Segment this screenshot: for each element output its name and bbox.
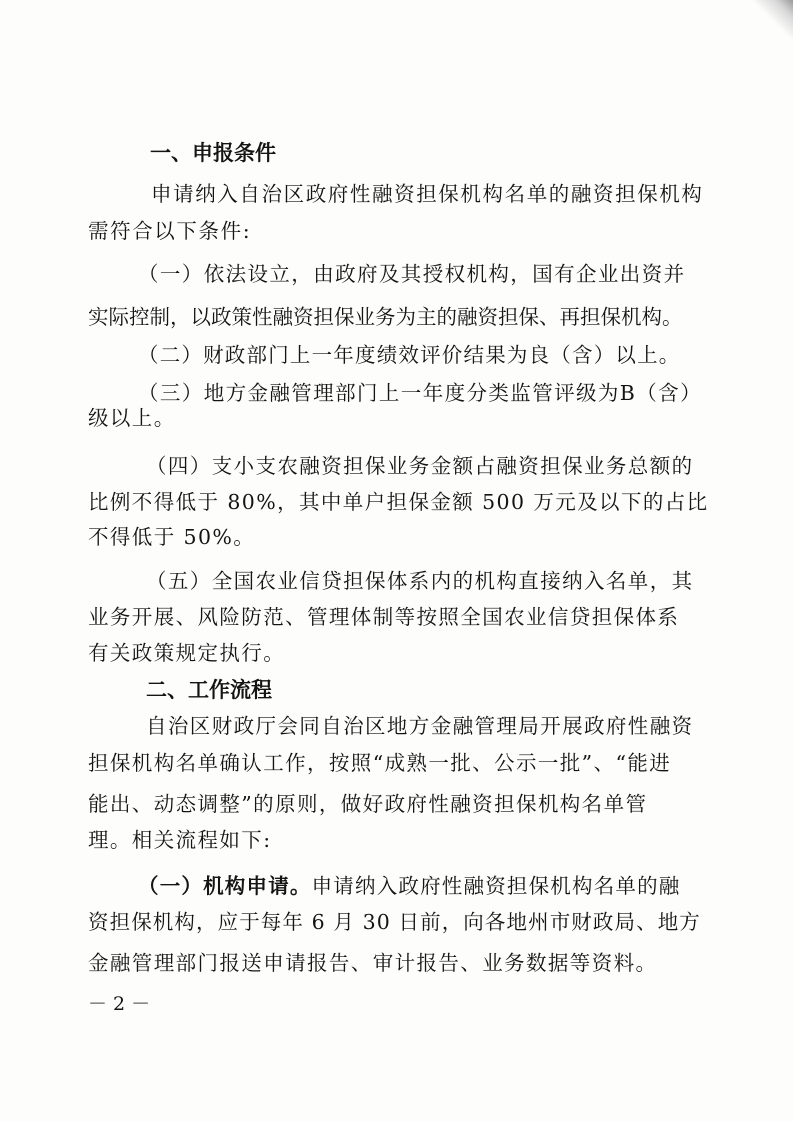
paragraph-line: （四）支小支农融资担保业务金额占融资担保业务总额的 [146, 454, 694, 478]
paragraph-line: 理。相关流程如下: [88, 828, 272, 852]
paragraph-line: 需符合以下条件: [88, 219, 252, 243]
paragraph-line: （一）依法设立，由政府及其授权机构，国有企业出资并 [138, 262, 686, 286]
page-number: － 2 － [88, 993, 151, 1015]
paragraph-line: 有关政策规定执行。 [88, 641, 286, 665]
section-heading-2: 二、工作流程 [146, 678, 272, 702]
page-corner-fold [753, 0, 793, 60]
paragraph-line: 自治区财政厅会同自治区地方金融管理局开展政府性融资 [146, 714, 694, 738]
section-heading-1: 一、申报条件 [150, 141, 276, 165]
paragraph-line: 不得低于 50%。 [88, 525, 256, 549]
paragraph-line: 金融管理部门报送申请报告、审计报告、业务数据等资料。 [88, 951, 658, 975]
paragraph-line: 申请纳入自治区政府性融资担保机构名单的融资担保机构 [151, 182, 704, 206]
paragraph-line: 资担保机构，应于每年 6 月 30 日前，向各地州市财政局、地方 [88, 910, 701, 934]
paragraph-line: 能出、动态调整”的原则，做好政府性融资担保机构名单管 [88, 792, 648, 816]
paragraph-line: 业务开展、风险防范、管理体制等按照全国农业信贷担保体系 [88, 605, 680, 629]
paragraph-line: （五）全国农业信贷担保体系内的机构直接纳入名单，其 [146, 569, 694, 593]
paragraph-line: （二）财政部门上一年度绩效评价结果为良（含）以上。 [138, 343, 681, 367]
paragraph-line: 级以上。 [88, 406, 176, 430]
step-1-text: 申请纳入政府性融资担保机构名单的融 [311, 874, 681, 898]
paragraph-line: 比例不得低于 80%，其中单户担保金额 500 万元及以下的占比 [88, 490, 709, 514]
step-1-label: （一）机构申请。 [138, 874, 312, 898]
step-1-line [138, 872, 681, 900]
paragraph-line: 实际控制，以政策性融资担保业务为主的融资担保、再担保机构。 [88, 305, 683, 329]
paragraph-line: （三）地方金融管理部门上一年度分类监管评级为B（含） [138, 381, 702, 405]
paragraph-line: 担保机构名单确认工作，按照“成熟一批、公示一批”、“能进 [88, 751, 672, 775]
